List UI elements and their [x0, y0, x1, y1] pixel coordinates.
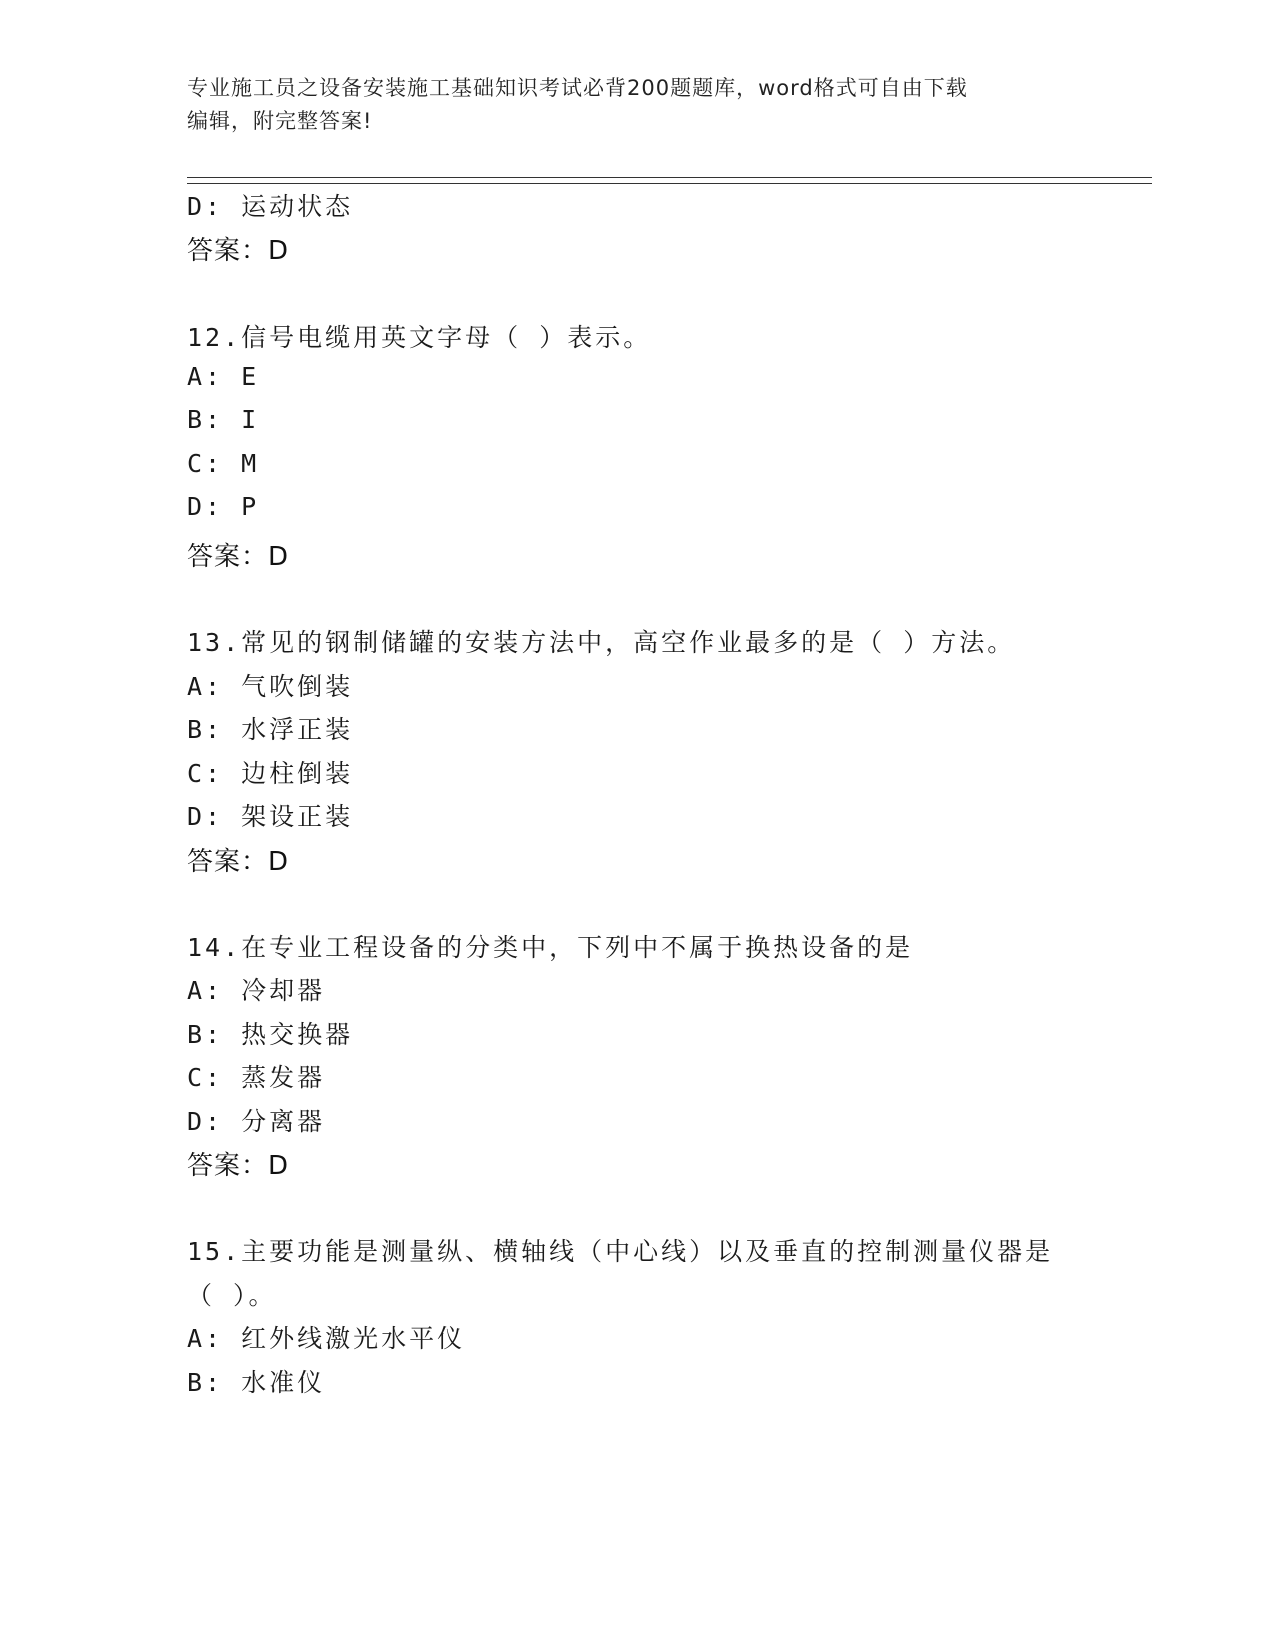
document-header	[187, 72, 1067, 138]
q14-answer: 答案：D	[187, 1151, 290, 1181]
prev-option-d: D: 运动状态	[187, 192, 354, 221]
q12-option-c: C: M	[187, 449, 260, 478]
q13-option-c: C: 边柱倒装	[187, 759, 354, 788]
q15-option-b: B: 水准仪	[187, 1368, 326, 1397]
q12-stem: 12.信号电缆用英文字母（ ）表示。	[187, 323, 652, 352]
q12-option-d: D: P	[187, 492, 260, 521]
q14-option-b: B: 热交换器	[187, 1020, 354, 1049]
q12-option-b: B: I	[187, 405, 260, 434]
q15-stem-line-2: （ ）。	[187, 1281, 277, 1310]
q12-option-a: A: E	[187, 362, 260, 391]
q15-stem-line-1: 15.主要功能是测量纵、横轴线（中心线）以及垂直的控制测量仪器是	[187, 1237, 1054, 1266]
q13-option-d: D: 架设正装	[187, 802, 354, 831]
q13-option-b: B: 水浮正装	[187, 715, 354, 744]
header-title-line-2: 编辑，附完整答案!	[187, 109, 373, 133]
q13-option-a: A: 气吹倒装	[187, 672, 354, 701]
header-title-line-1: 专业施工员之设备安装施工基础知识考试必背200题题库，word格式可自由下载	[187, 76, 968, 100]
q14-option-a: A: 冷却器	[187, 976, 326, 1005]
q13-answer: 答案：D	[187, 847, 290, 877]
q12-answer: 答案：D	[187, 542, 290, 572]
q14-option-d: D: 分离器	[187, 1107, 326, 1136]
q15-option-a: A: 红外线激光水平仪	[187, 1324, 466, 1353]
q13-stem: 13.常见的钢制储罐的安装方法中，高空作业最多的是（ ）方法。	[187, 628, 1016, 657]
header-divider	[187, 177, 1152, 184]
q14-stem: 14.在专业工程设备的分类中，下列中不属于换热设备的是	[187, 933, 914, 962]
prev-answer: 答案：D	[187, 236, 290, 266]
q14-option-c: C: 蒸发器	[187, 1063, 326, 1092]
